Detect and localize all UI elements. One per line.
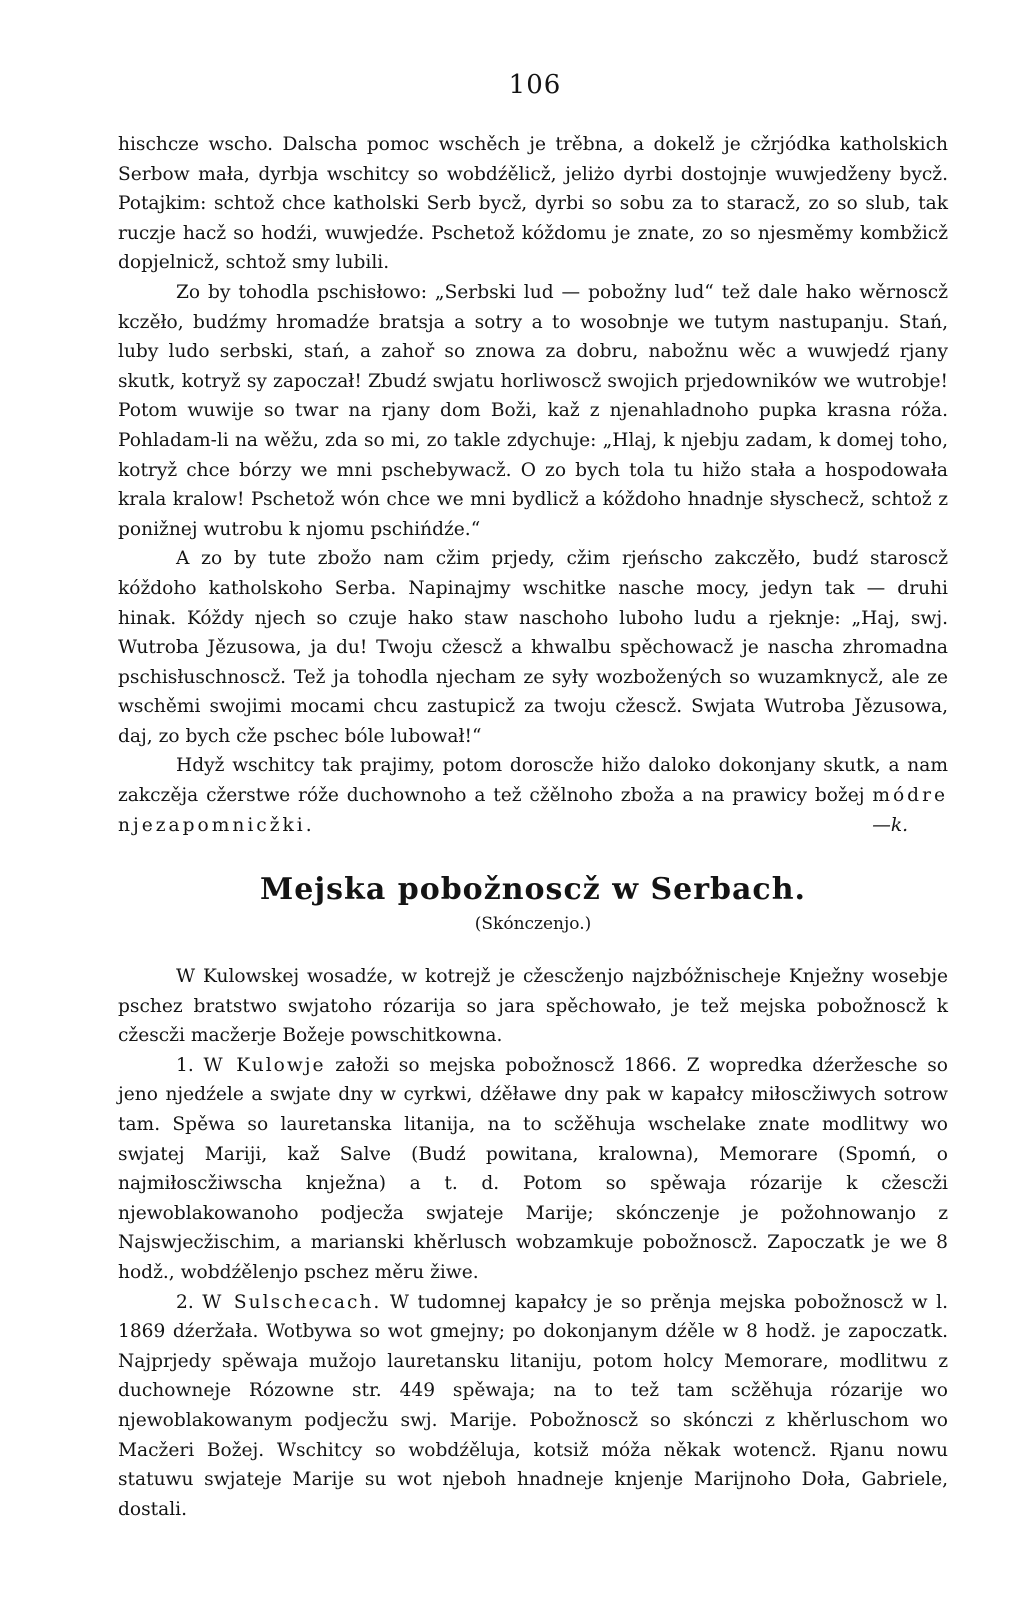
list-item-1-place: W Kulowje	[203, 1054, 326, 1076]
paragraph-4-emphasis: módre njezapomnicžki.	[118, 785, 948, 836]
paragraph-4	[118, 751, 948, 840]
list-item-2-number: 2.	[176, 1291, 194, 1313]
article-continuation	[118, 130, 948, 840]
list-item-1-text: załoži so mejska pobožnoscž 1866. Z wopredka dźeržesche so jeno njedźele a swjate dny w cyrkwi, dźěławe dny pak w kapałcy miłoscžiwych sotrow tam. Spěwa so lauretanska litanija, na to scžěhuja wschelake znate modlitwy wo swjatej Mariji, kaž Salve (Budź powitana, kralowna), Memorare (Spomń, o najmiłoscžiwscha knježna) a t. d. Potom so spěwaja rózarije k cžescži njewoblakowanoho podjecža swjateje Marije; skónczenje je požohnowanjo z Najswjecžischim, a marianski khěrlusch wobzamkuje pobožnoscž. Zapoczatk je we 8 hodž., wobdźělenjo pschez měru žiwe.	[118, 1054, 948, 1283]
list-item-2-place: W Sulschecach.	[202, 1291, 382, 1313]
paragraph-4-text: Hdyž wschitcy tak prajimy, potom doroscže hižo daloko dokonjany skutk, a nam zakczěja cžerstwe róže duchownoho a tež cžělnoho zboža a na prawicy božej	[118, 755, 948, 807]
author-signature: —k.	[872, 814, 908, 836]
section-subtitle: (Skónczenjo.)	[474, 914, 592, 934]
list-item-2	[118, 1288, 948, 1525]
paragraph-3: A zo by tute zbožo nam cžim prjedy, cžim rjeńscho zakczěło, budź staroscž kóždoho katholskoho Serba. Napinajmy wschitke nasche mocy, jedyn tak — druhi hinak. Kóždy njech so czuje hako staw naschoho luboho ludu a rjeknje: „Haj, swj. Wutroba Jězusowa, ja du! Twoju cžescž a khwalbu spěchowacž je nascha zhromadna pschisłuschnoscž. Tež ja tohodla njecham ze syły wozbožených so wuzamknycž, ale ze wschěmi swojimi mocami chcu zastupicž za twoju cžescž. Swjata Wutroba Jězusowa, daj, zo bych cže pschec bóle lubował!“	[118, 548, 948, 747]
list-item-2-text: W tudomnej kapałcy je so prěnja mejska pobožnoscž w l. 1869 dźeržała. Wotbywa so wot gmejny; po dokonjanym dźěle w 8 hodž. je zapoczatk. Najprjedy spěwaja mužojo lauretansku litaniju, potom holcy Memorare, modlitwu z duchowneje Rózowne str. 449 spěwaja; na to tež tam scžěhuja rózarije wo njewoblakowanym podjecžu swj. Marije. Pobožnoscž so skónczi z khěrluschom wo Macžeri Božej. Wschitcy so wobdźěluja, kotsiž móža někak wotencž. Rjanu nowu statuwu swjateje Marije su wot njeboh hnadneje knjenje Marijnoho Doła, Gabriele, dostali.	[118, 1291, 948, 1520]
list-item-1-number: 1.	[176, 1054, 194, 1076]
list-item-1	[118, 1051, 948, 1288]
paragraph-1: hischcze wscho. Dalscha pomoc wschěch je trěbna, a dokelž je cžrjódka katholskich Serbow mała, dyrbja wschitcy so wobdźělicž, jeliżo dyrbi dostojnje wuwjedženy bycž. Potajkim: schtož chce katholski Serb bycž, dyrbi so sobu za to staracž, zo so slub, tak ruczje hacž so hodźi, wuwjedźe. Pschetož kóždomu je znate, zo so njesměmy kombžicž dopjelnicž, schtož smy lubili.	[118, 134, 948, 274]
page-number: 106	[508, 70, 562, 100]
section-body	[118, 962, 948, 1524]
section-intro: W Kulowskej wosadźe, w kotrejž je cžescženjo najzbóžnischeje Knježny wosebje pschez bratstwo swjatoho rózarija so jara spěchowało, je tež mejska pobožnoscž k cžescži macžerje Božeje powschitkowna.	[118, 966, 948, 1047]
paragraph-2: Zo by tohodla pschisłowo: „Serbski lud — pobožny lud“ tež dale hako wěrnoscž kczěło, budźmy hromadźe bratsja a sotry a to wosobnje we tutym nastupanju. Stań, luby ludo serbski, stań, a zahoř so znowa za dobru, nabožnu wěc a wuwjedź rjany skutk, kotryž sy zapoczał! Zbudź swjatu horliwoscž swojich prjedowników we wutrobje! Potom wuwije so twar na rjany dom Boži, kaž z njenahladnoho pupka krasna róža. Pohladam-li na wěžu, zda so mi, zo takle zdychuje: „Hlaj, k njebju zadam, k domej toho, kotryž chce bórzy we mni pschebywacž. O zo bych tola tu hižo stała a hospodowała krala kralow! Pschetož wón chce we mni bydlicž a kóždoho hnadnje słyschecž, schtož z ponižnej wutrobu k njomu pschińdźe.“	[118, 281, 948, 540]
section-title: Mejska pobožnoscž w Serbach.	[260, 872, 806, 907]
